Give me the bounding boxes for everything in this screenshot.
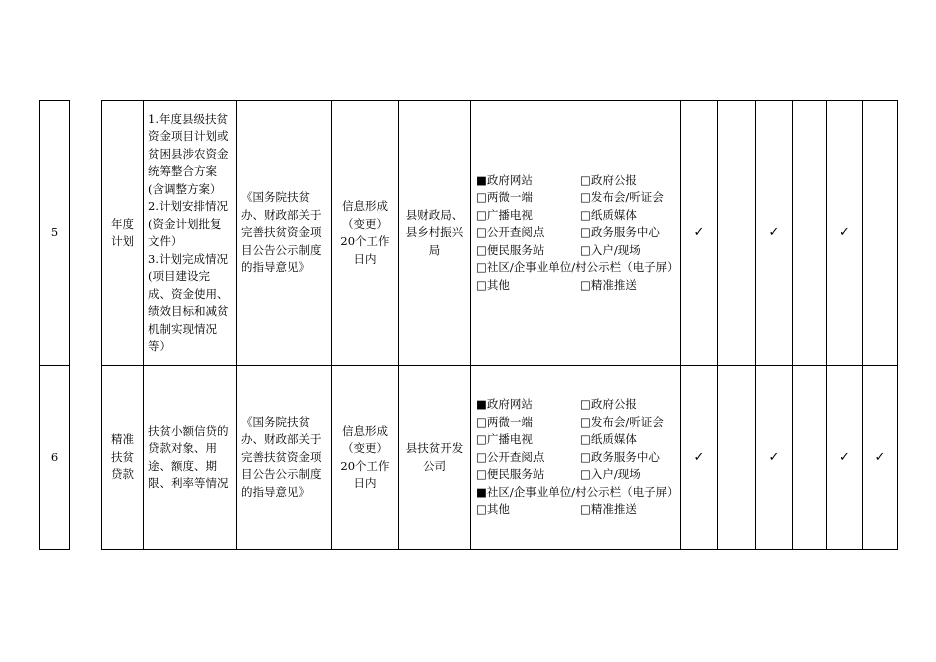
channels-cell xyxy=(471,101,681,366)
item-cell: 年度计划 xyxy=(102,101,144,366)
row-number: 5 xyxy=(40,101,70,366)
channel-press: □发布会/听证会 xyxy=(580,414,664,429)
channels-cell xyxy=(471,366,681,550)
check-mark: ✓ xyxy=(827,101,863,366)
row-number: 6 xyxy=(40,366,70,550)
timing-cell: 信息形成（变更）20个工作日内 xyxy=(332,366,399,550)
channel-reading: □公开查阅点 xyxy=(476,225,545,240)
check-mark: ✓ xyxy=(681,366,718,550)
table-row xyxy=(40,101,898,366)
channel-gov-gazette: □政府公报 xyxy=(580,172,637,187)
channel-push: □精准推送 xyxy=(580,502,637,517)
content-text: 1.年度县级扶贫资金项目计划或贫困县涉农资金统筹整合方案(含调整方案） 2.计划安排情况(资金计划批复文件） 3.计划完成情况(项目建设完成、资金使用、绩效目标和减贫机制实现情况等） xyxy=(148,111,229,353)
spacer-cell xyxy=(70,366,102,550)
check-mark xyxy=(793,366,827,550)
disclosure-table xyxy=(39,100,898,550)
channel-gov-site: ■政府网站 xyxy=(476,397,533,412)
channel-service: □政务服务中心 xyxy=(580,449,660,464)
channel-paper: □纸质媒体 xyxy=(580,207,637,222)
channel-gov-site: ■政府网站 xyxy=(476,172,533,187)
channel-convenience: □便民服务站 xyxy=(476,467,545,482)
channel-other: □其他 xyxy=(476,502,510,517)
timing-cell: 信息形成（变更）20个工作日内 xyxy=(332,101,399,366)
item-cell: 精准扶贫贷款 xyxy=(102,366,144,550)
check-mark: ✓ xyxy=(827,366,863,550)
channel-gov-gazette: □政府公报 xyxy=(580,397,637,412)
check-mark xyxy=(793,101,827,366)
channel-paper: □纸质媒体 xyxy=(580,432,637,447)
channel-community: ■社区/企事业单位/村公示栏（电子屏） xyxy=(476,484,679,499)
content-cell: 扶贫小额信贷的贷款对象、用途、额度、期限、利率等情况 xyxy=(144,366,237,550)
basis-cell: 《国务院扶贫办、财政部关于完善扶贫资金项目公告公示制度的指导意见》 xyxy=(237,366,332,550)
check-mark xyxy=(718,366,756,550)
channel-other: □其他 xyxy=(476,277,510,292)
channel-reading: □公开查阅点 xyxy=(476,449,545,464)
channel-radio-tv: □广播电视 xyxy=(476,432,533,447)
channel-two-micro: □两微一端 xyxy=(476,414,533,429)
channel-press: □发布会/听证会 xyxy=(580,190,664,205)
check-mark: ✓ xyxy=(863,366,898,550)
channel-convenience: □便民服务站 xyxy=(476,242,545,257)
content-cell xyxy=(144,101,237,366)
check-mark xyxy=(863,101,898,366)
basis-cell: 《国务院扶贫办、财政部关于完善扶贫资金项目公告公示制度的指导意见》 xyxy=(237,101,332,366)
check-mark: ✓ xyxy=(681,101,718,366)
subject-cell: 县扶贫开发公司 xyxy=(399,366,471,550)
spacer-cell xyxy=(70,101,102,366)
table-row xyxy=(40,366,898,550)
channel-radio-tv: □广播电视 xyxy=(476,207,533,222)
check-mark xyxy=(718,101,756,366)
channel-household: □入户/现场 xyxy=(580,242,641,257)
channel-household: □入户/现场 xyxy=(580,467,641,482)
check-mark: ✓ xyxy=(756,101,793,366)
channel-push: □精准推送 xyxy=(580,277,637,292)
channel-two-micro: □两微一端 xyxy=(476,190,533,205)
channel-community: □社区/企事业单位/村公示栏（电子屏） xyxy=(476,260,679,275)
subject-cell: 县财政局、县乡村振兴局 xyxy=(399,101,471,366)
check-mark: ✓ xyxy=(756,366,793,550)
channel-service: □政务服务中心 xyxy=(580,225,660,240)
